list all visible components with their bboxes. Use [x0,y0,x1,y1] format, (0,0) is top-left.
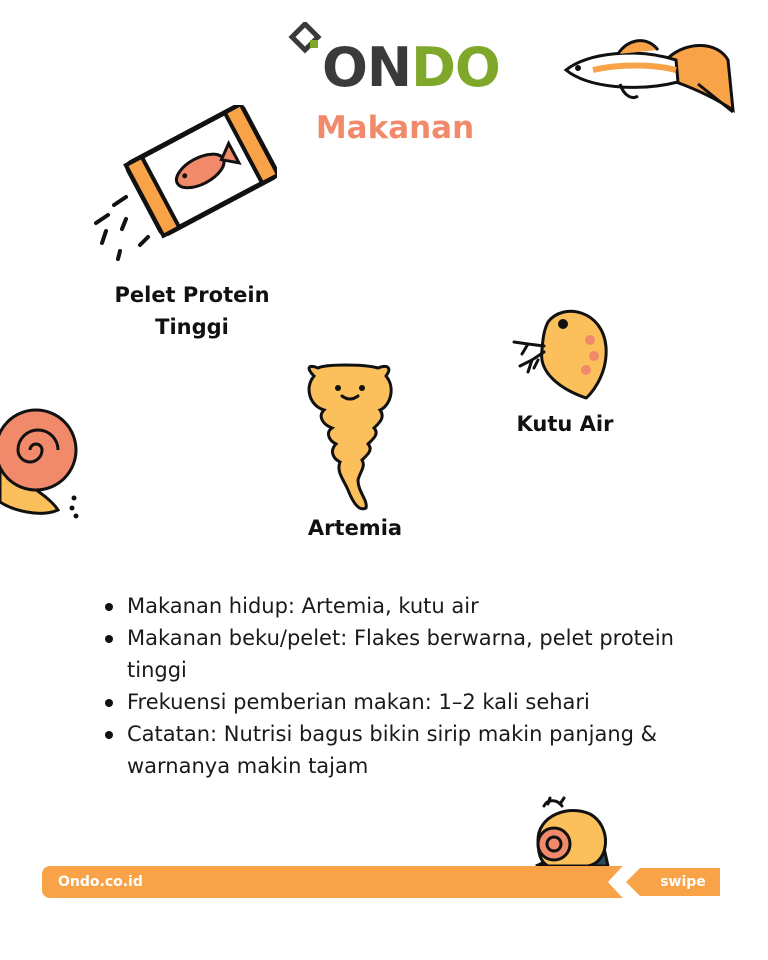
logo-wordmark [322,28,500,108]
list-item: Makanan hidup: Artemia, kutu air [105,590,725,622]
list-item: Makanan beku/pelet: Flakes berwarna, pelet protein tinggi [105,622,725,686]
snail-icon [0,402,82,522]
list-item: Catatan: Nutrisi bagus bikin sirip makin panjang & warnanya makin tajam [105,718,725,782]
food-label-pelet: Pelet Protein Tinggi [114,283,270,339]
water-flea-icon [508,302,614,402]
logo-text-dark: ON [322,36,412,99]
swipe-button[interactable]: swipe [660,874,706,890]
food-label-artemia: Artemia [307,516,403,540]
fish-food-packet-icon [92,105,277,265]
footer-site-link[interactable]: Ondo.co.id [58,874,143,890]
feeding-notes-list [105,590,725,782]
artemia-icon [300,362,400,512]
logo-text-accent: DO [411,36,500,99]
list-item: Frekuensi pemberian makan: 1–2 kali sehari [105,686,725,718]
guppy-fish-icon [558,30,738,120]
page-title: Makanan [315,110,475,146]
brand-logo [288,22,500,102]
food-label-kutu-air: Kutu Air [516,412,614,436]
